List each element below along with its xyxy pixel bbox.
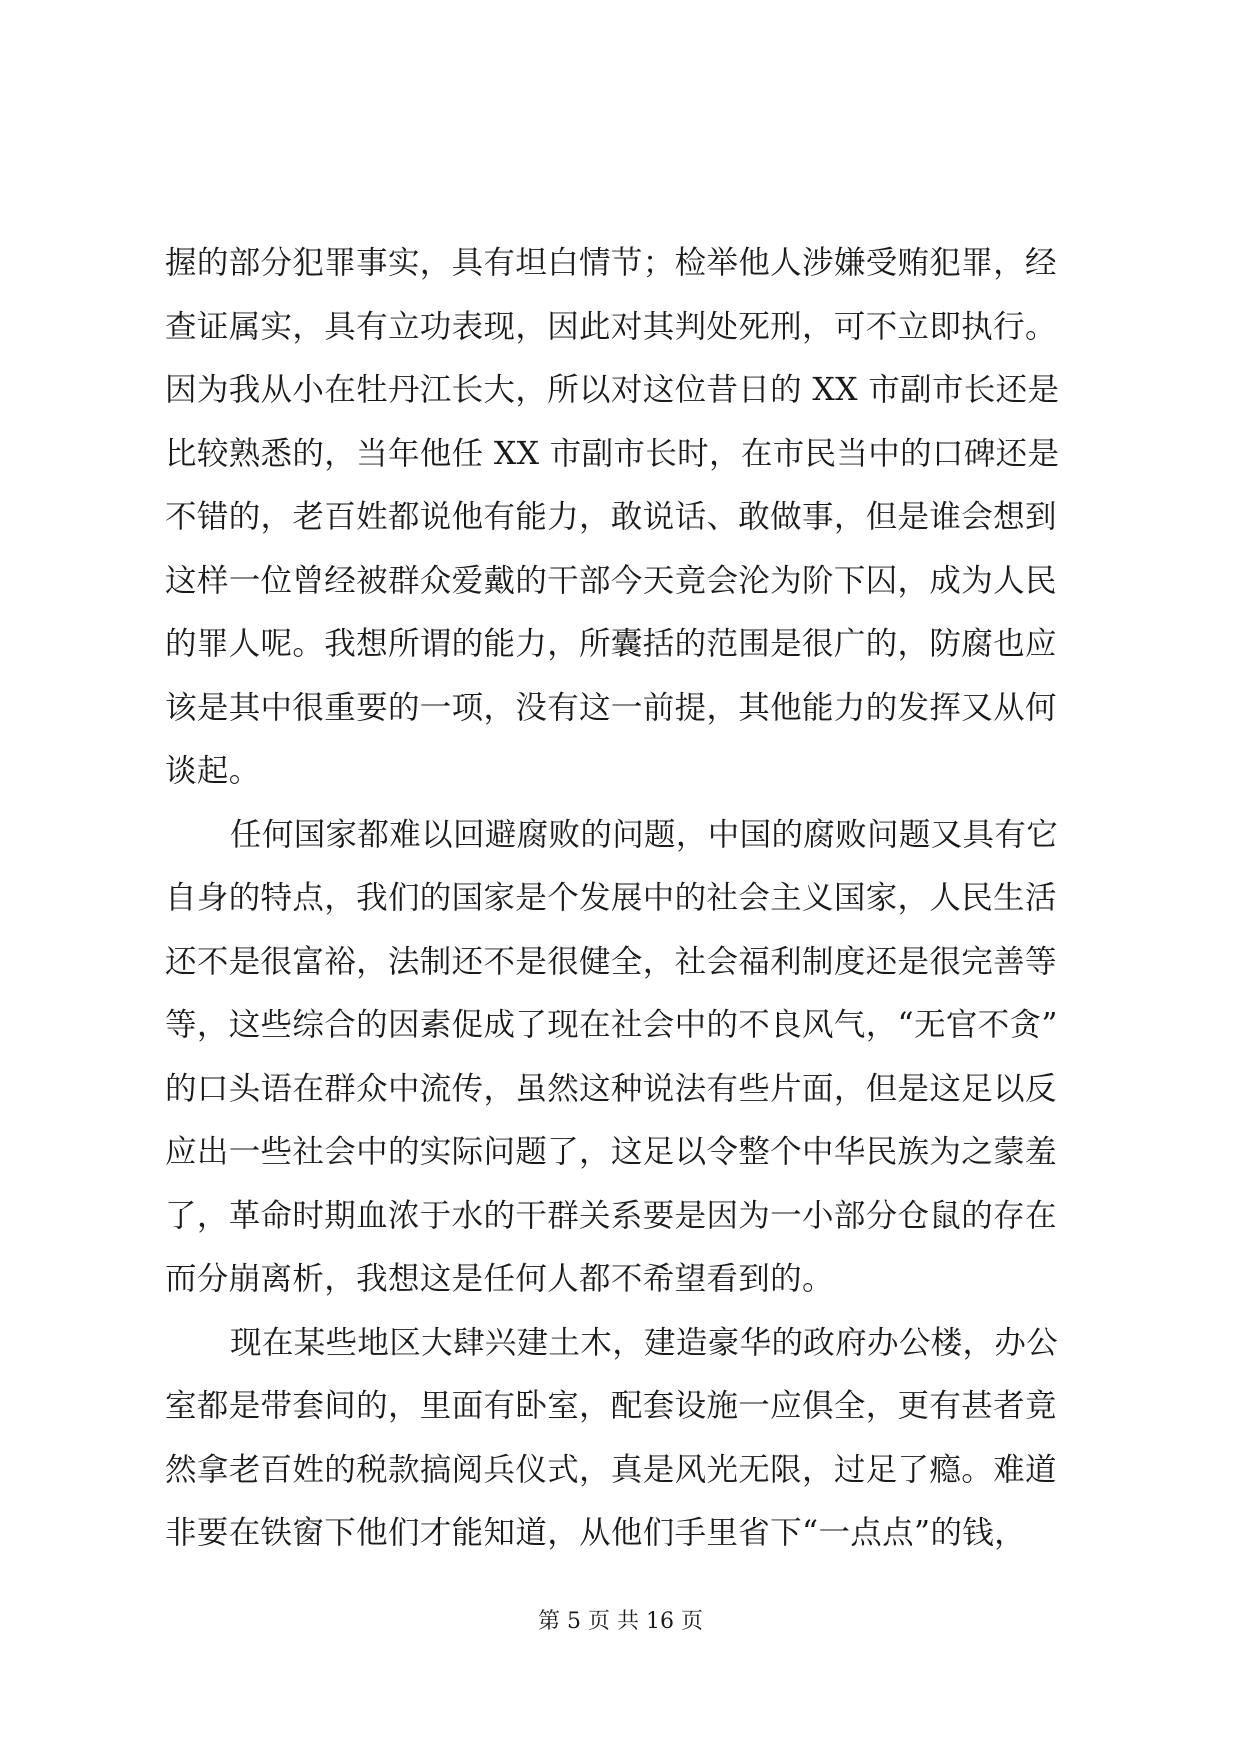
text-line: 还不是很富裕，法制还不是很健全，社会福利制度还是很完善等 [165,943,1057,980]
text-line: 现在某些地区大肆兴建土木，建造豪华的政府办公楼，办公 [230,1324,1059,1361]
text-line: 应出一些社会中的实际问题了，这足以令整个中华民族为之蒙羞 [165,1134,1057,1170]
text-line: 比较熟悉的，当年他任 XX 市副市长时，在市民当中的口碑还是 [165,435,1060,472]
text-line: 等，这些综合的因素促成了现在社会中的不良风气，“无官不贪” [165,1007,1058,1043]
body-text [165,232,1085,1566]
text-line: 的罪人呢。我想所谓的能力，所囊括的范围是很广的，防腐也应 [165,626,1057,662]
text-line: 非要在铁窗下他们才能知道，从他们手里省下“一点点”的钱， [165,1515,1027,1551]
text-line: 的口头语在群众中流传，虽然这种说法有些片面，但是这足以反 [165,1070,1057,1107]
text-line: 自身的特点，我们的国家是个发展中的社会主义国家，人民生活 [165,880,1057,916]
page-footer: 第 5 页 共 16 页 [538,1609,703,1634]
text-line: 该是其中很重要的一项，没有这一前提，其他能力的发挥又从何 [165,689,1057,726]
text-line: 不错的，老百姓都说他有能力，敢说话、敢做事，但是谁会想到 [165,499,1057,535]
text-line: 然拿老百姓的税款搞阅兵仪式，真是风光无限，过足了瘾。难道 [165,1451,1057,1488]
text-line: 这样一位曾经被群众爱戴的干部今天竟会沦为阶下囚，成为人民 [165,562,1057,599]
text-line: 室都是带套间的，里面有卧室，配套设施一应俱全，更有甚者竟 [165,1388,1057,1424]
text-line: 了，革命时期血浓于水的干群关系要是因为一小部分仓鼠的存在 [165,1197,1057,1234]
text-line: 握的部分犯罪事实，具有坦白情节；检举他人涉嫌受贿犯罪，经 [165,245,1057,281]
text-line: 谈起。 [165,753,261,789]
text-line: 而分崩离析，我想这是任何人都不希望看到的。 [165,1261,834,1297]
text-line: 任何国家都难以回避腐败的问题，中国的腐败问题又具有它 [230,816,1059,853]
text-line: 因为我从小在牡丹江长大，所以对这位昔日的 XX 市副市长还是 [165,372,1060,408]
text-line: 查证属实，具有立功表现，因此对其判处死刑，可不立即执行。 [165,308,1057,345]
